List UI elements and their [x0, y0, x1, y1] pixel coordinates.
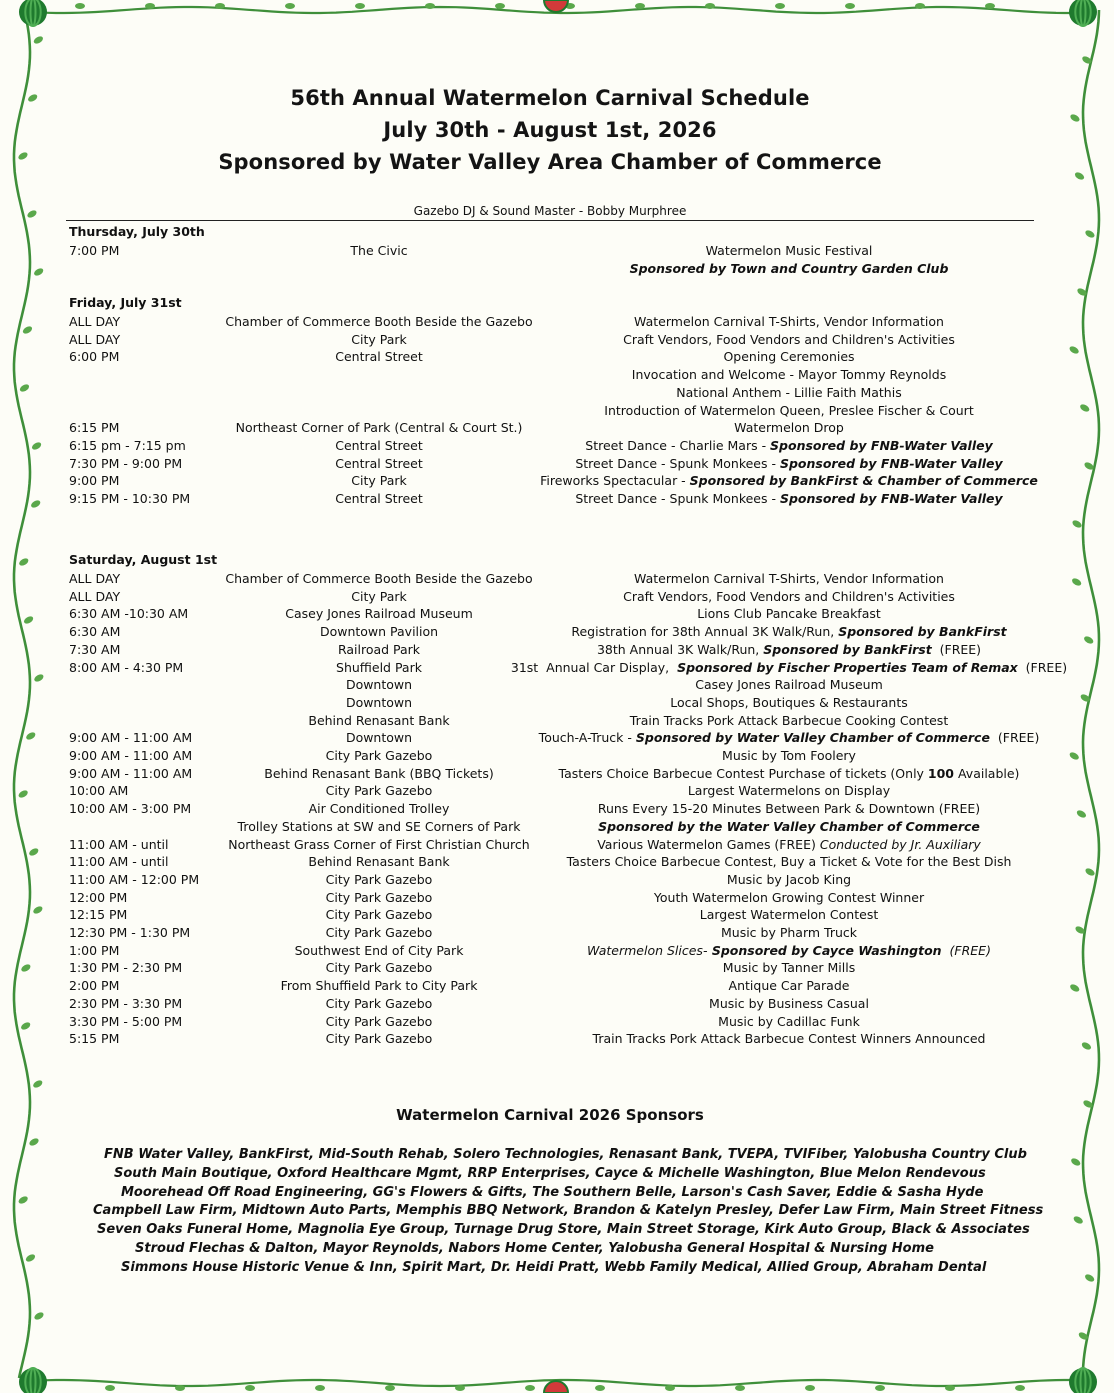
event-time: 12:15 PM — [69, 907, 128, 923]
event-time: 3:30 PM - 5:00 PM — [69, 1013, 183, 1029]
description-segment: Music by Jacob King — [726, 871, 852, 887]
event-description — [623, 331, 955, 349]
schedule-row — [0, 1013, 1114, 1031]
description-segment: Largest Watermelon Contest — [699, 907, 879, 923]
event-time: ALL DAY — [69, 588, 121, 604]
description-segment: Casey Jones Railroad Museum — [695, 677, 883, 693]
event-location: City Park Gazebo — [325, 925, 433, 940]
description-segment: 100 — [927, 765, 955, 781]
schedule-row — [0, 853, 1114, 871]
day-heading: Thursday, July 30th — [69, 224, 205, 239]
event-time: 11:00 AM - until — [69, 854, 169, 870]
description-segment: National Anthem - Lillie Faith Mathis — [676, 384, 902, 400]
description-segment: (FREE) — [931, 641, 982, 657]
description-segment: Largest Watermelons on Display — [687, 783, 891, 799]
description-segment: Music by Cadillac Funk — [718, 1013, 860, 1029]
event-location: City Park Gazebo — [325, 889, 433, 905]
event-location: The Civic — [350, 243, 408, 258]
schedule-row — [0, 490, 1114, 508]
schedule-row — [0, 659, 1114, 677]
event-location: City Park — [351, 473, 407, 489]
event-location: From Shuffield Park to City Park — [280, 978, 478, 994]
event-description — [709, 995, 869, 1013]
event-location: City Park — [351, 331, 407, 347]
sponsor-line: Moorehead Off Road Engineering, GG's Flowers & Gifts, The Southern Belle, Larson's Cash Saver, Eddie & Sasha Hyde — [121, 1184, 984, 1200]
event-location: Northeast Corner of Park (Central & Court St.) — [235, 420, 523, 436]
description-segment: Music by Tanner Mills — [722, 960, 856, 976]
schedule-row — [0, 782, 1114, 800]
sponsor-line: Stroud Flechas & Dalton, Mayor Reynolds, Nabors Home Center, Yalobusha General Hospital & Nursing Home — [135, 1241, 934, 1256]
event-time: ALL DAY — [69, 314, 121, 329]
description-segment: Conducted by Jr. Auxiliary — [819, 836, 981, 852]
description-segment: Lions Club Pancake Breakfast — [697, 606, 881, 622]
description-segment: Watermelon Carnival T-Shirts, Vendor Information — [634, 571, 944, 586]
schedule-row — [0, 906, 1114, 924]
event-description — [723, 959, 855, 977]
event-description — [567, 853, 1012, 871]
event-description — [634, 570, 944, 588]
event-location: Downtown — [345, 677, 413, 693]
event-description — [604, 402, 973, 420]
event-location: Trolley Stations at SW and SE Corners of Park — [237, 818, 521, 834]
description-segment: Craft Vendors, Food Vendors and Children's Activities — [623, 588, 955, 604]
event-location: Chamber of Commerce Booth Beside the Gazebo — [225, 571, 533, 586]
schedule-row — [0, 641, 1114, 659]
event-description — [697, 605, 881, 623]
header-divider — [66, 220, 1034, 221]
description-segment: Available) — [954, 765, 1020, 781]
event-location: Central Street — [335, 437, 423, 453]
event-description — [722, 747, 856, 765]
description-segment: Watermelon Music Festival — [705, 243, 873, 258]
event-description — [634, 313, 944, 331]
event-time: 7:30 AM — [69, 641, 121, 657]
event-description — [670, 694, 908, 712]
sponsor-heading: Sponsored by Water Valley Area Chamber of Commerce — [218, 150, 882, 174]
event-time: 12:30 PM - 1:30 PM — [69, 925, 191, 940]
description-segment: Watermelon Carnival T-Shirts, Vendor Information — [634, 314, 944, 329]
sponsor-line: South Main Boutique, Oxford Healthcare Mgmt, RRP Enterprises, Cayce & Michelle Washington, Blue Melon Rendevous — [114, 1165, 986, 1181]
event-location: Central Street — [335, 491, 423, 506]
event-description — [729, 977, 850, 995]
schedule-row — [0, 570, 1114, 588]
event-location: Behind Renasant Bank — [308, 854, 450, 870]
schedule-row — [0, 472, 1114, 490]
schedule-row — [0, 348, 1114, 366]
sponsor-line: Seven Oaks Funeral Home, Magnolia Eye Group, Turnage Drug Store, Main Street Storage, Kirk Auto Group, Black & Associates — [97, 1222, 1030, 1238]
event-description — [676, 384, 901, 402]
event-description — [718, 1013, 860, 1031]
description-segment: Youth Watermelon Growing Contest Winner — [653, 889, 925, 905]
schedule-row — [0, 765, 1114, 783]
event-description — [597, 641, 981, 659]
event-location: City Park — [351, 588, 407, 604]
schedule-row — [0, 871, 1114, 889]
event-location: City Park Gazebo — [325, 1031, 433, 1047]
event-location: Downtown Pavilion — [319, 624, 439, 640]
event-description — [511, 659, 1067, 677]
event-time: 2:00 PM — [69, 978, 120, 994]
event-time: 11:00 AM - 12:00 PM — [69, 871, 200, 887]
description-segment: Street Dance - Charlie Mars - — [585, 437, 771, 453]
event-time: 7:00 PM — [69, 243, 120, 258]
event-description — [723, 348, 854, 366]
event-location: Central Street — [335, 349, 423, 365]
event-time: 9:00 PM — [69, 473, 120, 489]
description-segment: Sponsored by Water Valley Chamber of Commerce — [635, 730, 990, 746]
schedule-row — [0, 729, 1114, 747]
schedule-row — [0, 588, 1114, 606]
description-segment: Sponsored by FNB-Water Valley — [779, 491, 1003, 506]
event-location: Behind Renasant Bank (BBQ Tickets) — [264, 765, 494, 781]
event-time: 1:30 PM - 2:30 PM — [69, 960, 183, 976]
event-location: Downtown — [345, 730, 413, 746]
description-segment: Opening Ceremonies — [723, 349, 855, 365]
description-segment: Introduction of Watermelon Queen, Preslee Fischer & Court — [604, 402, 974, 418]
description-segment: Watermelon Drop — [734, 420, 844, 436]
description-segment: Sponsored by Cayce Washington — [707, 942, 942, 958]
description-segment: (FREE) — [1017, 659, 1068, 675]
description-segment: Antique Car Parade — [728, 978, 850, 994]
event-location: Railroad Park — [337, 641, 421, 657]
description-segment: Train Tracks Pork Attack Barbecue Contest Winners Announced — [592, 1031, 986, 1047]
event-time: 12:00 PM — [69, 889, 128, 905]
description-segment: Craft Vendors, Food Vendors and Children's Activities — [623, 331, 955, 347]
event-time: 6:30 AM -10:30 AM — [69, 606, 189, 622]
event-description — [540, 472, 1038, 490]
event-location: City Park Gazebo — [325, 995, 433, 1011]
schedule-row — [0, 331, 1114, 349]
description-segment: Street Dance - Spunk Monkees - — [575, 491, 780, 506]
schedule-row — [0, 942, 1114, 960]
event-time: 8:00 AM - 4:30 PM — [69, 659, 184, 675]
description-segment: (FREE) — [989, 730, 1040, 746]
description-segment: Sponsored by FNB-Water Valley — [770, 437, 993, 453]
description-segment: Local Shops, Boutiques & Restaurants — [670, 694, 908, 710]
event-location: City Park Gazebo — [325, 1013, 433, 1029]
event-description — [559, 765, 1020, 783]
description-segment: Invocation and Welcome - Mayor Tommy Reynolds — [631, 367, 947, 383]
sponsor-line: Campbell Law Firm, Midtown Auto Parts, Memphis BBQ Network, Brandon & Katelyn Presley, Defer Law Firm, Main Street Fitness — [93, 1203, 1044, 1219]
description-segment: Sponsored by BankFirst — [838, 624, 1007, 640]
event-time: ALL DAY — [69, 331, 121, 347]
event-location: City Park Gazebo — [325, 783, 433, 799]
event-description — [575, 455, 1002, 473]
event-location: City Park Gazebo — [325, 960, 433, 976]
schedule-row — [0, 384, 1114, 402]
event-description — [597, 836, 981, 854]
event-time: 10:00 AM — [69, 783, 129, 799]
event-description — [654, 889, 924, 907]
event-description — [695, 676, 883, 694]
event-location: Downtown — [345, 694, 413, 710]
event-time: 6:00 PM — [69, 349, 120, 365]
event-time: ALL DAY — [69, 571, 121, 586]
event-description — [598, 800, 980, 818]
description-segment: 38th Annual 3K Walk/Run, — [596, 641, 764, 657]
schedule-row — [0, 623, 1114, 641]
schedule-row — [0, 402, 1114, 420]
sponsors-title: Watermelon Carnival 2026 Sponsors — [396, 1106, 704, 1124]
event-location: City Park Gazebo — [325, 907, 433, 923]
event-description — [706, 242, 873, 260]
event-time: 9:00 AM - 11:00 AM — [69, 748, 193, 763]
event-time: 6:15 pm - 7:15 pm — [69, 437, 186, 453]
day-heading: Saturday, August 1st — [69, 552, 218, 567]
description-segment: Touch-A-Truck - — [538, 730, 636, 746]
event-description — [587, 942, 991, 960]
event-time: 7:30 PM - 9:00 PM — [69, 455, 183, 471]
description-segment: Music by Business Casual — [709, 995, 869, 1011]
event-location: Southwest End of City Park — [294, 942, 464, 958]
description-segment: Sponsored by Fischer Properties Team of Remax — [677, 659, 1018, 675]
schedule-row — [0, 676, 1114, 694]
schedule-row — [0, 747, 1114, 765]
description-segment: Runs Every 15-20 Minutes Between Park & Downtown (FREE) — [597, 801, 981, 817]
event-description — [734, 419, 844, 437]
schedule-row — [0, 977, 1114, 995]
event-description — [688, 782, 890, 800]
event-location: Chamber of Commerce Booth Beside the Gazebo — [225, 314, 533, 329]
description-segment: Sponsored by BankFirst — [763, 641, 932, 657]
schedule-row — [0, 1030, 1114, 1048]
description-segment: Fireworks Spectacular - — [540, 473, 690, 489]
event-location: City Park Gazebo — [325, 871, 433, 887]
schedule-row — [0, 836, 1114, 854]
description-segment: Sponsored by Town and Country Garden Club — [629, 260, 949, 276]
event-time: 11:00 AM - until — [69, 836, 169, 852]
date-range: July 30th - August 1st, 2026 — [383, 118, 717, 142]
description-segment: Tasters Choice Barbecue Contest Purchase of tickets (Only — [558, 765, 928, 781]
description-segment: Sponsored by FNB-Water Valley — [779, 455, 1003, 471]
event-time: 9:15 PM - 10:30 PM — [69, 491, 191, 506]
description-segment: 31st Annual Car Display, — [510, 659, 678, 675]
description-segment: Tasters Choice Barbecue Contest, Buy a Ticket & Vote for the Best Dish — [566, 854, 1012, 870]
schedule-row — [0, 313, 1114, 331]
schedule-row — [0, 694, 1114, 712]
description-segment: Music by Pharm Truck — [720, 925, 858, 940]
event-location: Casey Jones Railroad Museum — [285, 606, 473, 622]
description-segment: Registration for 38th Annual 3K Walk/Run, — [571, 624, 839, 640]
description-segment: Sponsored by BankFirst & Chamber of Commerce — [689, 473, 1038, 489]
event-description — [700, 906, 878, 924]
description-segment: Train Tracks Pork Attack Barbecue Cooking Contest — [629, 712, 949, 728]
description-segment: Watermelon Slices- — [587, 942, 708, 958]
description-segment: Music by Tom Foolery — [722, 748, 856, 763]
event-description — [575, 490, 1002, 508]
schedule-row — [0, 260, 1114, 278]
schedule-row — [0, 419, 1114, 437]
event-description — [598, 818, 980, 836]
event-time: 9:00 AM - 11:00 AM — [69, 765, 193, 781]
event-description — [721, 924, 857, 942]
schedule-row — [0, 995, 1114, 1013]
event-time: 9:00 AM - 11:00 AM — [69, 730, 193, 746]
day-heading: Friday, July 31st — [69, 295, 182, 310]
event-time: 5:15 PM — [69, 1031, 120, 1047]
sponsor-line: FNB Water Valley, BankFirst, Mid-South Rehab, Solero Technologies, Renasant Bank, TVEPA, TVIFiber, Yalobusha Country Club — [104, 1147, 1027, 1162]
event-location: Northeast Grass Corner of First Christian Church — [228, 836, 530, 852]
schedule-row — [0, 959, 1114, 977]
event-description — [630, 712, 948, 730]
schedule-row — [0, 818, 1114, 836]
schedule-row — [0, 712, 1114, 730]
schedule-row — [0, 889, 1114, 907]
schedule-row — [0, 437, 1114, 455]
schedule-row — [0, 605, 1114, 623]
event-description — [630, 260, 949, 278]
schedule-row — [0, 366, 1114, 384]
event-location: Central Street — [335, 455, 423, 471]
description-segment: Street Dance - Spunk Monkees - — [575, 455, 780, 471]
event-description — [571, 623, 1006, 641]
event-time: 10:00 AM - 3:00 PM — [69, 801, 192, 817]
event-description — [632, 366, 946, 384]
event-description — [539, 729, 1040, 747]
schedule-row — [0, 242, 1114, 260]
dj-credit: Gazebo DJ & Sound Master - Bobby Murphree — [413, 204, 687, 218]
description-segment: Sponsored by the Water Valley Chamber of Commerce — [598, 818, 980, 834]
schedule-row — [0, 924, 1114, 942]
event-time: 2:30 PM - 3:30 PM — [69, 995, 183, 1011]
event-description — [623, 588, 955, 606]
event-time: 6:15 PM — [69, 420, 120, 436]
schedule-row — [0, 800, 1114, 818]
event-location: Shuffield Park — [336, 659, 422, 675]
event-time: 1:00 PM — [69, 942, 120, 958]
schedule-row — [0, 455, 1114, 473]
event-time: 6:30 AM — [69, 624, 121, 640]
sponsor-line: Simmons House Historic Venue & Inn, Spirit Mart, Dr. Heidi Pratt, Webb Family Medical, Allied Group, Abraham Dental — [121, 1259, 987, 1275]
event-description — [593, 1030, 986, 1048]
event-location: Air Conditioned Trolley — [308, 801, 450, 817]
description-segment: Various Watermelon Games (FREE) — [597, 836, 820, 852]
event-location: Behind Renasant Bank — [308, 712, 450, 728]
event-description — [585, 437, 992, 455]
page-title: 56th Annual Watermelon Carnival Schedule — [290, 86, 810, 110]
description-segment: (FREE) — [941, 942, 991, 958]
event-location: City Park Gazebo — [325, 748, 433, 763]
event-description — [727, 871, 851, 889]
